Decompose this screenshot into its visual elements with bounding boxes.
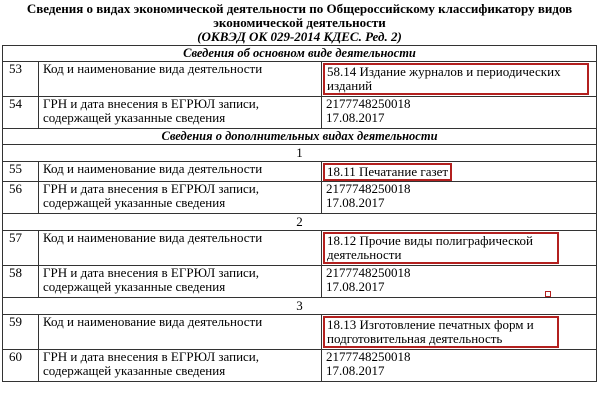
row-label: ГРН и дата внесения в ЕГРЮЛ записи, содержащей указанные сведения: [39, 182, 322, 214]
egrul-extract: [2, 0, 596, 407]
row-number: 59: [3, 315, 39, 350]
record-date: 17.08.2017: [326, 279, 385, 294]
title-row: [3, 0, 597, 46]
additional-section-row: [3, 129, 597, 145]
table-row: [3, 231, 597, 266]
red-square-marker: [545, 291, 551, 297]
row-number: 57: [3, 231, 39, 266]
row-label: Код и наименование вида деятельности: [39, 62, 322, 97]
subtitle-text: (ОКВЭД ОК 029-2014 КДЕС. Ред. 2): [197, 29, 402, 44]
highlight-box: 58.14 Издание журналов и периодических изданий: [323, 63, 589, 95]
row-value: [322, 97, 597, 129]
row-value: [322, 266, 597, 298]
group-number: 1: [3, 145, 597, 162]
table-row: [3, 315, 597, 350]
table-row: [3, 62, 597, 97]
row-label: ГРН и дата внесения в ЕГРЮЛ записи, содержащей указанные сведения: [39, 266, 322, 298]
row-label: Код и наименование вида деятельности: [39, 315, 322, 350]
highlight-box: 18.11 Печатание газет: [323, 163, 452, 181]
table-row: [3, 350, 597, 382]
grn-number: 2177748250018: [326, 96, 411, 111]
group-row: [3, 214, 597, 231]
group-number: 2: [3, 214, 597, 231]
grn-number: 2177748250018: [326, 181, 411, 196]
row-number: 60: [3, 350, 39, 382]
title-text: Сведения о видах экономической деятельности по Общероссийскому классификатору видов экономической деятельности: [26, 1, 573, 30]
highlight-box: 18.12 Прочие виды полиграфической деятельности: [323, 232, 559, 264]
row-value: [322, 231, 597, 266]
row-label: ГРН и дата внесения в ЕГРЮЛ записи, содержащей указанные сведения: [39, 350, 322, 382]
record-date: 17.08.2017: [326, 195, 385, 210]
table-row: [3, 162, 597, 182]
grn-number: 2177748250018: [326, 349, 411, 364]
document-title: [3, 0, 597, 46]
row-value: [322, 162, 597, 182]
additional-section-heading: Сведения о дополнительных видах деятельности: [3, 129, 597, 145]
row-number: 55: [3, 162, 39, 182]
row-value: [322, 182, 597, 214]
table-row: [3, 182, 597, 214]
group-row: [3, 298, 597, 315]
grn-number: 2177748250018: [326, 265, 411, 280]
row-value: [322, 350, 597, 382]
row-value: [322, 315, 597, 350]
record-date: 17.08.2017: [326, 363, 385, 378]
row-value: [322, 62, 597, 97]
row-label: ГРН и дата внесения в ЕГРЮЛ записи, содержащей указанные сведения: [39, 97, 322, 129]
activity-table: [2, 0, 597, 382]
row-number: 54: [3, 97, 39, 129]
main-section-row: [3, 46, 597, 62]
highlight-box: 18.13 Изготовление печатных форм и подготовительная деятельность: [323, 316, 559, 348]
record-date: 17.08.2017: [326, 110, 385, 125]
group-number: 3: [3, 298, 597, 315]
row-label: Код и наименование вида деятельности: [39, 231, 322, 266]
row-number: 56: [3, 182, 39, 214]
table-row: [3, 97, 597, 129]
main-section-heading: Сведения об основном виде деятельности: [3, 46, 597, 62]
row-number: 53: [3, 62, 39, 97]
row-number: 58: [3, 266, 39, 298]
table-row: [3, 266, 597, 298]
row-label: Код и наименование вида деятельности: [39, 162, 322, 182]
group-row: [3, 145, 597, 162]
